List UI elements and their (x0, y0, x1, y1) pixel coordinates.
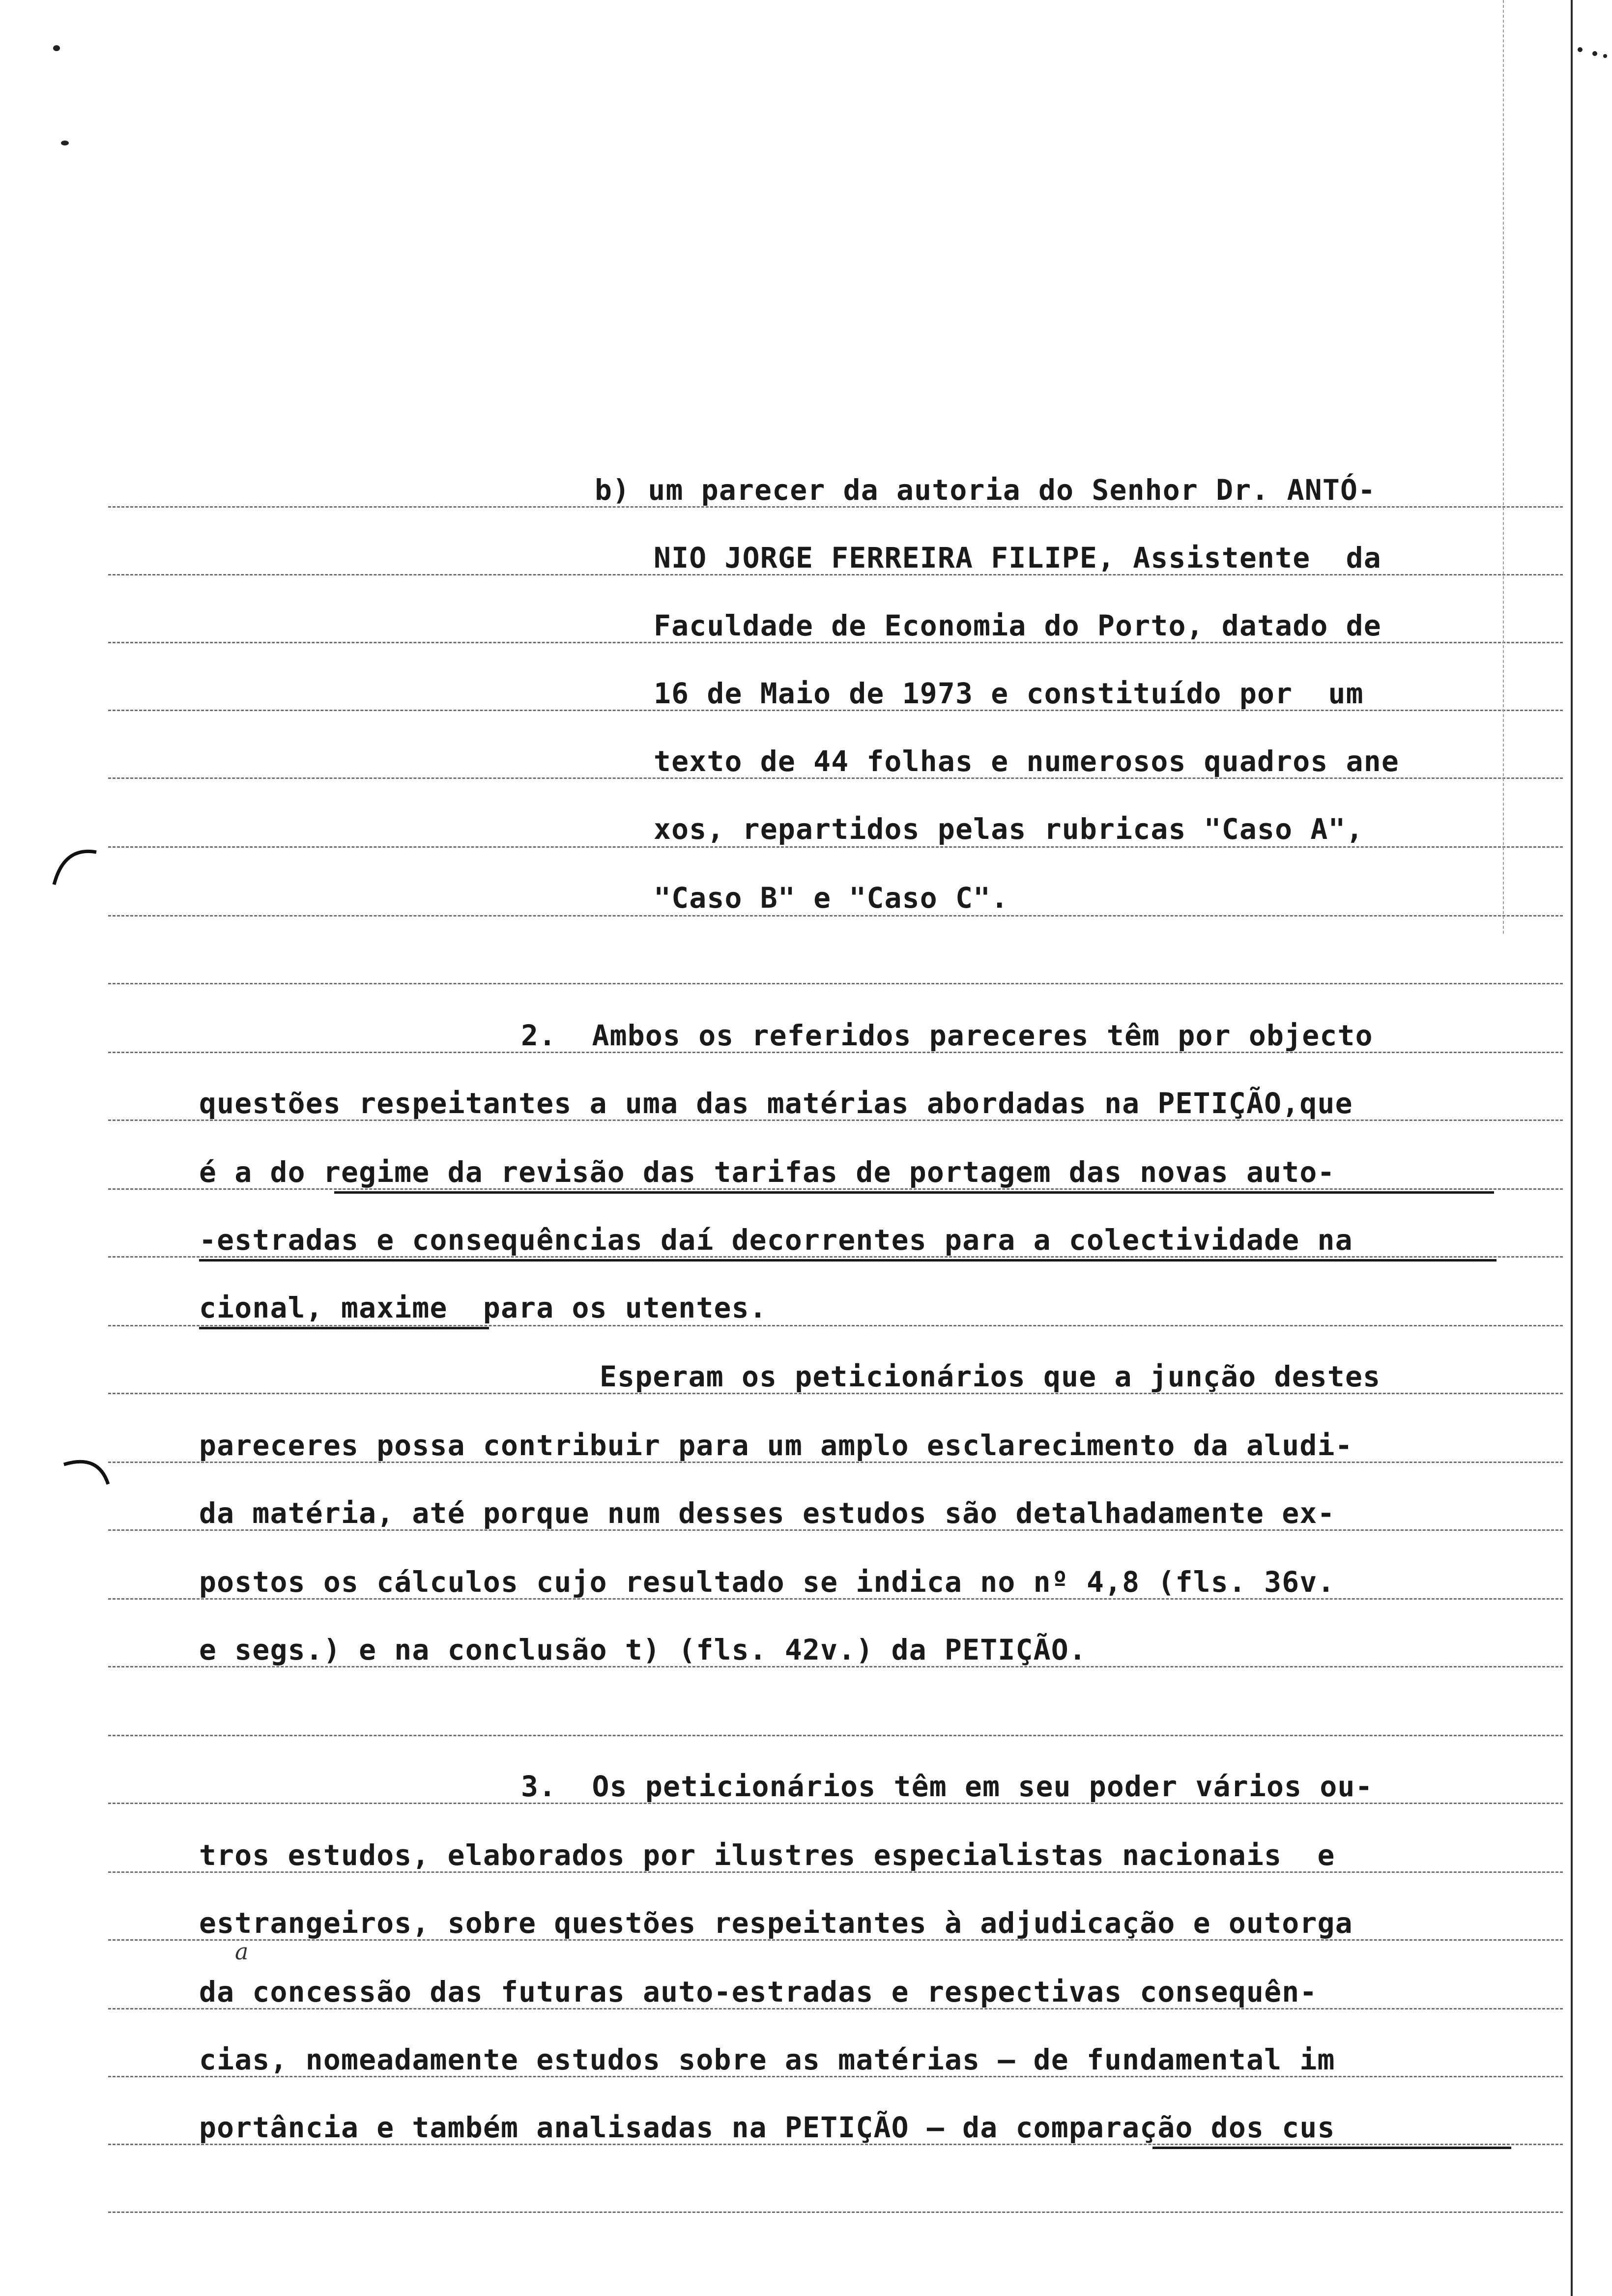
bracket-mark-top (49, 845, 103, 890)
item-b-line-4: 16 de Maio de 1973 e constituído por um (654, 677, 1364, 710)
para-3-first-line: 3. Os peticionários têm em seu poder vários ou- (521, 1770, 1373, 1803)
guide-rule (108, 2211, 1563, 2213)
bracket-mark-bottom (59, 1450, 113, 1494)
right-margin-line (1571, 0, 1573, 2296)
para-2b-line: pareceres possa contribuir para um amplo esclarecimento da aludi- (199, 1429, 1353, 1462)
item-b-line-5: texto de 44 folhas e numerosos quadros ane (654, 745, 1399, 778)
emphasis-underline (199, 1259, 1497, 1262)
item-b-line-7: "Caso B" e "Caso C". (654, 881, 1009, 915)
item-b-line-6: xos, repartidos pelas rubricas "Caso A", (654, 812, 1364, 846)
item-b-line-3: Faculdade de Economia do Porto, datado de (654, 609, 1382, 642)
emphasis-underline (199, 1327, 489, 1329)
guide-rule (108, 983, 1563, 984)
para-2-line: é a do regime da revisão das tarifas de portagem das novas auto- (199, 1155, 1335, 1189)
fold-line (1503, 0, 1504, 934)
guide-rule (108, 915, 1563, 917)
para-2b-line: da matéria, até porque num desses estudos são detalhadamente ex- (199, 1496, 1335, 1530)
para-2b-first-line: Esperam os peticionários que a junção destes (600, 1360, 1381, 1393)
guide-rule (108, 846, 1563, 848)
emphasis-underline (1152, 2147, 1511, 2149)
para-2-line: questões respeitantes a uma das matérias abordadas na PETIÇÃO,que (199, 1087, 1353, 1120)
item-b-line-2: NIO JORGE FERREIRA FILIPE, Assistente da (654, 541, 1382, 574)
para-2-line: -estradas e consequências daí decorrentes para a colectividade na (199, 1223, 1353, 1257)
para-2-first-line: 2. Ambos os referidos pareceres têm por objecto (521, 1019, 1373, 1052)
para-3-line: portância e também analisadas na PETIÇÃO — da comparação dos cus (199, 2111, 1335, 2144)
ink-speck (61, 141, 69, 145)
guide-rule (108, 1325, 1563, 1326)
para-3-line: da concessão das futuras auto-estradas e respectivas consequên- (199, 1975, 1318, 2009)
emphasis-underline (334, 1191, 1494, 1194)
ink-speck (53, 45, 60, 51)
item-b-line-1: b) um parecer da autoria do Senhor Dr. ANTÓ- (595, 473, 1376, 507)
para-3-line: estrangeiros, sobre questões respeitantes à adjudicação e outorga (199, 1906, 1353, 1940)
para-2-line: cional, maxime para os utentes. (199, 1291, 767, 1324)
para-2b-line: postos os cálculos cujo resultado se indica no nº 4,8 (fls. 36v. (199, 1565, 1335, 1599)
para-2b-line: e segs.) e na conclusão t) (fls. 42v.) da PETIÇÃO. (199, 1633, 1087, 1666)
ink-speck (1578, 47, 1583, 52)
para-3-line: tros estudos, elaborados por ilustres especialistas nacionais e (199, 1838, 1335, 1872)
ink-speck (1592, 51, 1597, 56)
guide-rule (108, 1735, 1563, 1736)
ink-speck (1603, 54, 1607, 58)
para-3-line: cias, nomeadamente estudos sobre as matérias — de fundamental im (199, 2043, 1335, 2076)
handwritten-correction: a (235, 1938, 249, 1965)
